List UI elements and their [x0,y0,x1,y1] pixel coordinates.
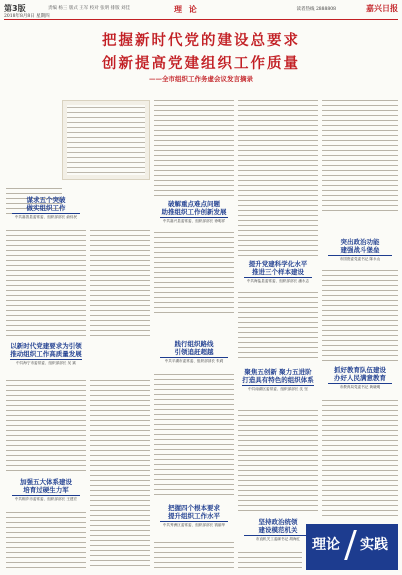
article-title-box [6,478,86,502]
divider [328,383,392,384]
article-title: 坚持政治统领 建设模范机关 [258,518,298,534]
article-title-box [154,340,234,364]
article-title-box [238,260,318,284]
divider [244,535,312,536]
divider [12,495,80,496]
article-byline: 中共桐乡市委常委、组织部部长 王建宏 [14,497,78,501]
issue-date: 2018年8月8日 星期四 [4,14,50,19]
editor-note [62,100,150,180]
article-byline: 中共平湖市委常委、组织部部长 朱莉 [164,359,224,363]
article-title: 践行组织路线 引领追赶超越 [174,340,214,356]
text-block [6,510,86,570]
divider [244,277,312,278]
article-title-box [322,238,398,262]
logo-word-right: 实践 [360,537,388,553]
newspaper-logo: 嘉兴日报 [366,3,398,13]
article-title-box [4,342,88,366]
divider [160,521,228,522]
article-title: 破解重点难点问题 助推组织工作创新发展 [161,200,227,216]
text-block [6,378,86,473]
article-byline: 中共嘉兴县委常委、组织部部长 徐明祥 [162,219,226,223]
page-number: 第3版 [4,4,26,13]
divider [328,255,392,256]
divider [12,213,80,214]
logo-slash [344,530,357,560]
editor-note-text [67,105,145,175]
text-block [238,98,318,258]
text-block [154,98,234,198]
text-block [322,98,398,213]
text-block [90,228,150,338]
article-byline: 市国资委党委书记 陈永山 [339,257,381,261]
article-byline: 中共嘉善县委常委、组织部部长 俞伟民 [14,215,78,219]
headline-line-1: 把握新时代党的建设总要求 [102,33,300,49]
article-byline: 中共秀洲区委常委、组织部部长 钱丽华 [162,523,226,527]
text-block [238,408,318,513]
divider [160,357,228,358]
theory-practice-logo [306,524,398,570]
article-title-box [6,196,86,220]
text-block [322,398,398,516]
divider [160,217,228,218]
logo-word-left: 理论 [312,537,340,553]
article-title: 抓好教育队伍建设 办好人民满意教育 [334,366,386,382]
article-byline: 市教育局党委书记 黄晓明 [339,385,381,389]
divider [242,385,314,386]
text-block [6,228,86,338]
article-title: 聚焦五创新 聚力五进阶 打造具有特色的组织体系 [242,368,314,384]
article-title: 加强五大体系建设 培育过硬生力军 [20,478,72,494]
article-byline: 市直机关工委副书记 胡海红 [255,537,301,541]
article-byline: 中共海宁市委常委、组织部部长 吴 斌 [16,361,76,365]
text-block [238,290,318,360]
text-block [154,372,234,497]
article-title: 谋求五个突破 做实组织工作 [26,196,66,212]
hotline: 读者热线 2888808 [296,7,336,12]
text-block [154,540,234,570]
article-byline: 中共海盐县委常委、组织部部长 潘永志 [246,279,310,283]
article-title: 突出政治功能 建强战斗堡垒 [340,238,380,254]
article-title-box [322,366,398,390]
editor-line: 责编 杨三 版式 王军 校对 张明 排版 刘佳 [48,6,131,11]
text-block [154,230,234,315]
article-byline: 中共南湖区委常委、组织部部长 沈 坚 [248,387,308,391]
text-block [322,268,398,363]
masthead [4,3,398,20]
text-block [238,550,302,570]
masthead-rule [4,19,398,20]
article-title-box [236,368,320,392]
headline-line-2: 创新提高党建组织工作质量 [102,56,300,72]
divider [10,359,82,360]
article-title-box [154,504,234,528]
article-title: 把握四个根本要求 提升组织工作水平 [168,504,220,520]
article-title: 以新时代党建要求为引领 推动组织工作高质量发展 [10,342,82,358]
text-block [90,378,150,568]
article-title-box [154,200,234,224]
article-title: 提升党建科学化水平 推进三个样本建设 [248,260,308,276]
headline-subtitle: ——全市组织工作务虚会议发言摘录 [149,75,253,83]
section-title: 理 论 [174,5,199,14]
